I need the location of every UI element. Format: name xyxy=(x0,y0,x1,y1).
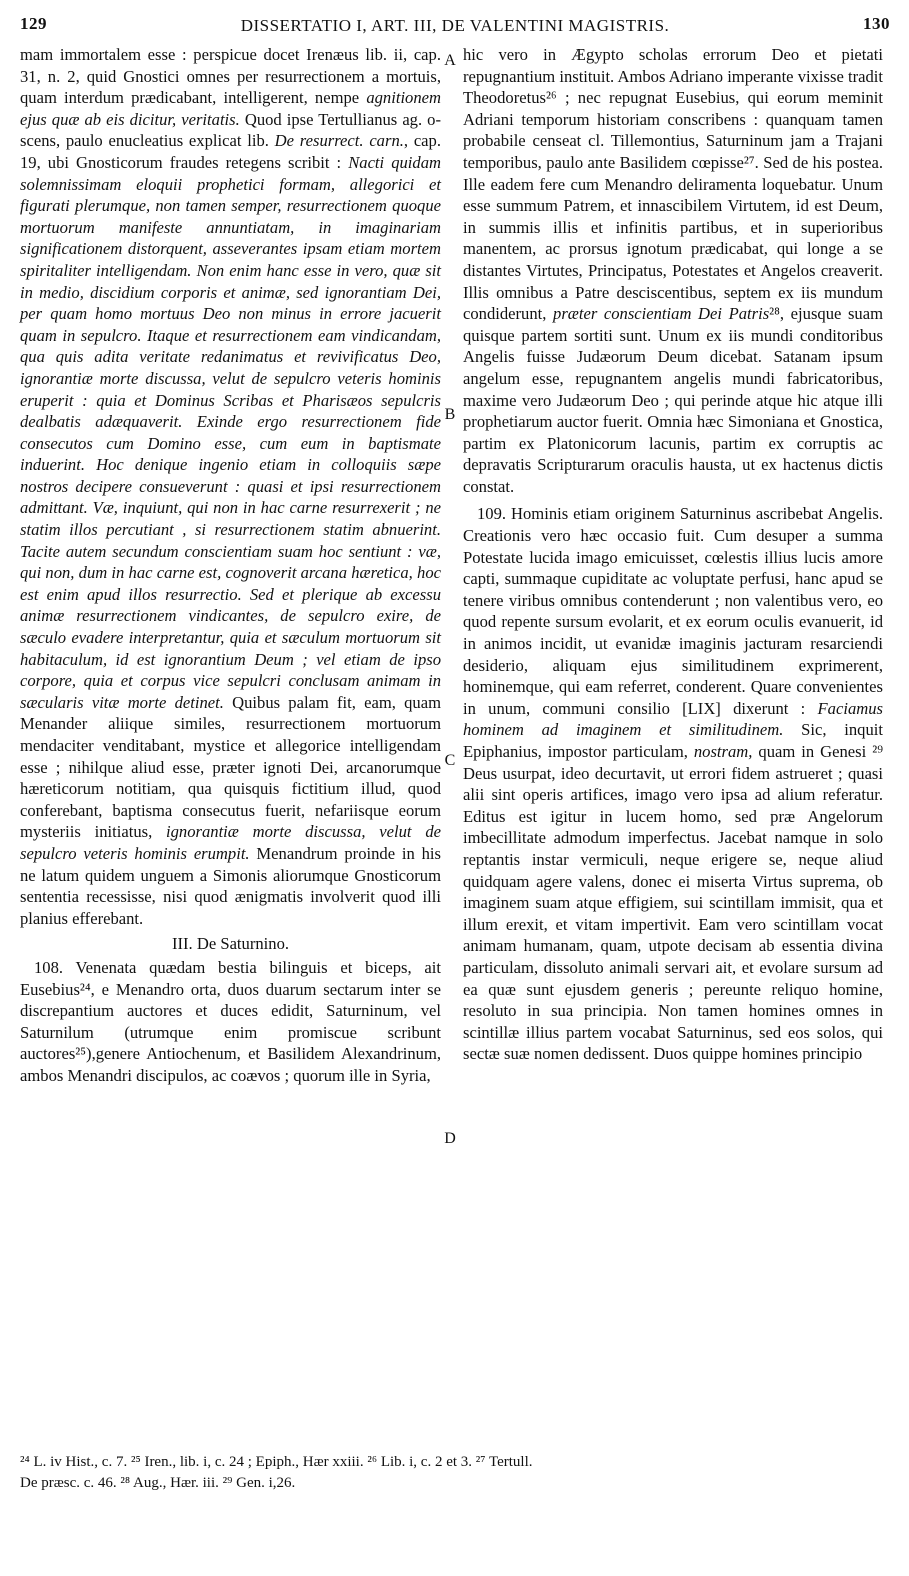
page-number-left: 129 xyxy=(20,14,47,33)
page-number-right: 130 xyxy=(863,14,890,33)
running-title: DISSERTATIO I, ART. III, DE VALENTINI MAGISTRIS. xyxy=(240,16,670,35)
italic-run: præter conscientiam Dei Patris xyxy=(553,304,770,324)
margin-letter-c: C xyxy=(444,752,456,769)
text-run: ²⁸, ejusque suam quisque partem sortiti sunt. Unum ex iis mundi conditoribus Angelis fuisse Judæorum Deum dicebat. Satanam ipsum angelum esse, repugnantem angelis mundi fabricatoribus, maxime vero Judæorum Deo ; qui perinde atque hic atque illi prophetiarum auctor fuerit. Omnia hæc Simoniana et Gnostica, partim ex Platonicorum lacunis, partim ex corruptis ac depravatis Scripturarum oraculis hausta, ut ex hactenus dictis constat. xyxy=(463,304,883,496)
text-run: quam in Genesi ²⁹ Deus usurpat, ideo decurtavit, ut errori fidem astrueret ; quasi alii sint operis artifices, imago vero ipsa ad alium referatur. Editus est igitur in lucem homo, sed præ Angelorum imbecillitate admodum imperfectus. Jacebat namque in solo reptantis instar vermiculi, neque erigere se, neque aliud quidquam agere valens, donec ei miserta Virtus suprema, ob imaginem suam atque effigiem, sui scintillam immisit, qua et illum erexit, et vitam impertivit. Eam vero scintillam vocat animam humanam, quam, utpote decisam ab essentia divina particulam, dissoluto animali servari ait, et evolare sursum ad ea quæ sunt ejusdem generis ; pereunte reliquo homine, resoluto in sua principia. Non tamen homines omnes in scintillæ illius partem vocabat Saturninus, sed eos solos, qui sectæ suæ nomen dedissent. Duos quippe homines principio xyxy=(463,742,883,1064)
paragraph-109 xyxy=(463,503,883,1064)
text-run: mam immortalem esse : perspicue docet Irenæus lib. ii, cap. 31, n. 2, quid Gnostici omnes per resurrectionem a mortuis, quam interdum prædicabant, intelligerent, nempe xyxy=(20,45,441,108)
text-run: , cap. 19, ubi Gnosticorum fraudes retegens scribit : xyxy=(20,131,441,172)
italic-run: nostram, xyxy=(693,742,753,761)
paragraph-108: 108. Venenata quædam bestia bilinguis et biceps, ait Eusebius²⁴, e Menandro orta, duos duarum sectarum inter se discrepantium auctores et duces edidit, Saturninum, vel Saturnilum (utrumque enim promiscue scribunt auctores²⁵),genere Antiochenum, et Basilidem Alexandrinum, ambos Menandri discipulos, ac coævos ; quorum ille in Syria, xyxy=(20,957,441,1085)
page-header xyxy=(20,10,890,40)
italic-run: De resurrect. carn. xyxy=(274,131,404,151)
text-run: Sic, inquit Epiphanius, impostor particulam, xyxy=(463,720,883,761)
left-column xyxy=(20,44,441,1087)
right-column xyxy=(463,44,883,1065)
section-heading-text: III. De Saturnino. xyxy=(171,934,290,954)
footnotes xyxy=(20,1452,890,1494)
margin-letter-d: D xyxy=(444,1130,456,1147)
italic-quote: Nacti quidam solemnissimam eloquii prophetici formam, allegorici et figurati plerumque, non tamen semper, resurrectionem quoque mortuorum manifeste annuntiatam, in imaginariam significationem distorquent, asseverantes ipsam etiam mortem spiritaliter intelligendam. Non enim hanc esse in vero, quæ sit in medio, discidium corporis et animæ, sed ignorantiam Dei, per quam homo mortuus Deo non minus in errore jacuerit quam in sepulcro. Itaque et resurrectionem eam vindicandam, qua quis adita veritate redanimatus et revivificatus Deo, ignorantiæ morte discussa, velut de sepulcro veteris hominis eruperit : quia et Dominus Scribas et Pharisæos sepulcris dealbatis adæquaverit. Exinde ergo resurrectionem fide consecutos cum Domino esse, cum eum in baptismate induerint. Hoc denique ingenio etiam in colloquiis sæpe nostros decipere consueverunt : quasi et ipsi resurrectionem admittant. Væ, inquiunt, qui non in hac carne resurrexerit ; ne statim illos percutiant , si resurrectionem statim abnuerint. Tacite autem secundum conscientiam suam hoc sentiunt : væ, qui non, dum in hac carne est, cognoverit arcana hæretica, hoc est enim apud illos resurrectio. Sed et plerique ab excessu animæ resurrectionem vindicantes, de sepulcro exire, de sæculo evadere interpretantur, quia et sæculum mortuorum sit habitaculum, id est ignorantium Deum ; vel etiam de ipso corpore, quia et corpus vice sepulcri conclusam animam in sæcularis vitæ morte detinet. xyxy=(20,152,441,712)
italic-run: agnitionem ejus quæ ab eis dicitur, veritatis. xyxy=(20,88,441,129)
left-paragraph xyxy=(20,44,441,929)
text-run: hic vero in Ægypto scholas errorum Deo et pietati repugnantium instituit. Ambos Adriano imperante vixisse tradit Theodoretus²⁶ ; nec repugnat Eusebius, qui eorum meminit Adriani temporum historiam conscribens : quanquam tamen probabile censeat cl. Tillemontius, Saturninum jam a Trajani temporibus, paulo ante Basilidem cœpisse²⁷. Sed de his postea. Ille eadem fere cum Menandro deliramenta loquebatur. Unum esse summum Patrem, et innascibilem Virtutem, id est Deum, in summis illis et infinitis partibus, et in superioribus manentem, ac prorsus ignotum prædicabat, qui longe a se distantes Virtutes, Principatus, Potestates et Angelos creaverit. Illis omnibus a Patre desciscentibus, septem ex iis mundum condiderunt, xyxy=(463,45,883,324)
right-paragraph xyxy=(463,44,883,497)
text-run: Quod ipse Tertullianus ag. o-scens, paulo enucleatius explicat lib. xyxy=(20,109,442,151)
margin-letter-b: B xyxy=(444,406,456,423)
text-run: Quibus palam fit, eam, quam Menander aliique similes, resurrectionem mortuorum mendaciter venditabant, mystice et allegorice intelligendam esse ; nihilque aliud esse, præter ignoti Dei, arcanorumque hæreticorum notitiam, qua quisquis fictitium illud, quod conferebant, baptisma consecutus fuerit, nefariisque eorum mysteriis initiatus, xyxy=(20,692,441,842)
text-run: 109. Hominis etiam originem Saturninus ascribebat Angelis. Creationis vero hæc occasio fuit. Cum desuper a summa Potestate lucida imago emicuisset, cœlestis illius lucis amore capti, summaque cupiditate ac voluptate perfusi, hanc apud se tenere viribus omnibus contenderunt ; non valentibus vero, eo quod repente sursum evolarit, et ex eorum oculis evanuerit, id in animos incidit, ut evanidæ imaginis jacturam resarciendi desiderio, aliquam ejus similitudinem exprimerent, hominemque, qui eam referret, conderent. Quare convenientes in unum, communi consilio [LIX] dixerunt : xyxy=(463,504,883,718)
footnote-line: De præsc. c. 46. ²⁸ Aug., Hær. iii. ²⁹ Gen. i,26. xyxy=(20,1475,296,1491)
italic-run: Faciamus hominem ad imaginem et similitudinem. xyxy=(463,698,883,740)
italic-run: ignorantiæ morte discussa, velut de sepulcro veteris hominis erumpit. xyxy=(20,822,441,863)
section-heading xyxy=(20,933,441,955)
text-run: Menandrum proinde in his ne latum quidem unguem a Simonis aliorumque Gnosticorum sententia recessisse, nisi quod ænigmatis involverit quod illi planius efferebant. xyxy=(20,843,441,928)
margin-letter-a: A xyxy=(444,52,456,69)
footnote-line: ²⁴ L. iv Hist., c. 7. ²⁵ Iren., lib. i, c. 24 ; Epiph., Hær xxiii. ²⁶ Lib. i, c. 2 et 3. ²⁷ Tertull. xyxy=(20,1454,533,1470)
